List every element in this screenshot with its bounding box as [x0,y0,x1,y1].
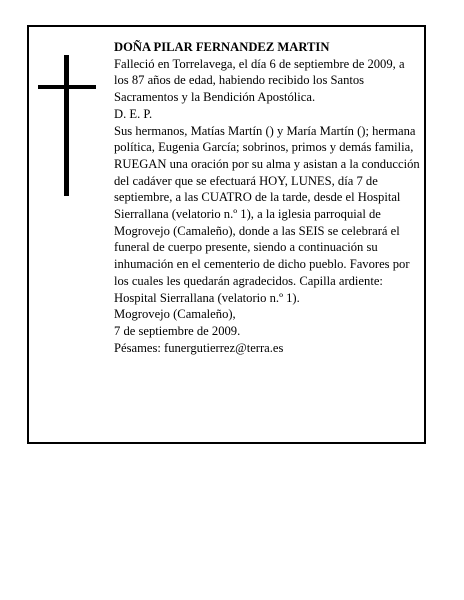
death-announcement: Falleció en Torrelavega, el día 6 de septiembre de 2009, a los 87 años de edad, habiendo recibido los Santos Sacramentos y la Bendición Apostólica. [114,56,405,105]
deceased-name: DOÑA PILAR FERNANDEZ MARTIN [114,40,330,54]
cross-icon-crossbar [38,85,96,89]
obituary-text [114,39,422,356]
place-line: Mogrovejo (Camaleño), [114,307,236,322]
date-line: 7 de septiembre de 2009. [114,323,241,338]
cross-icon [64,55,69,196]
funeral-details: RUEGAN una oración por su alma y asistan a la conducción del cadáver que se efectuará HOY, LUNES, día 7 de septiembre, a las CUATRO de la tarde, desde el Hospital Sierrallana (velatorio n.º 1), a la iglesia parroquial de Mogrovejo (Camaleño), donde a las SEIS se celebrará el funeral de cuerpo presente, siendo a continuación su inhumación en el cementerio de dicho pueblo. Favores por los cuales les quedarán agradecidos. Capilla ardiente: Hospital Sierrallana (velatorio n.º 1). [114,156,420,305]
condolences-contact: Pésames: funergutierrez@terra.es [114,340,284,355]
family-members: Sus hermanos, Matías Martín () y María Martín (); hermana política, Eugenia García; sobrinos, primos y demás familia, [114,123,416,155]
rest-in-peace: D. E. P. [114,106,153,121]
